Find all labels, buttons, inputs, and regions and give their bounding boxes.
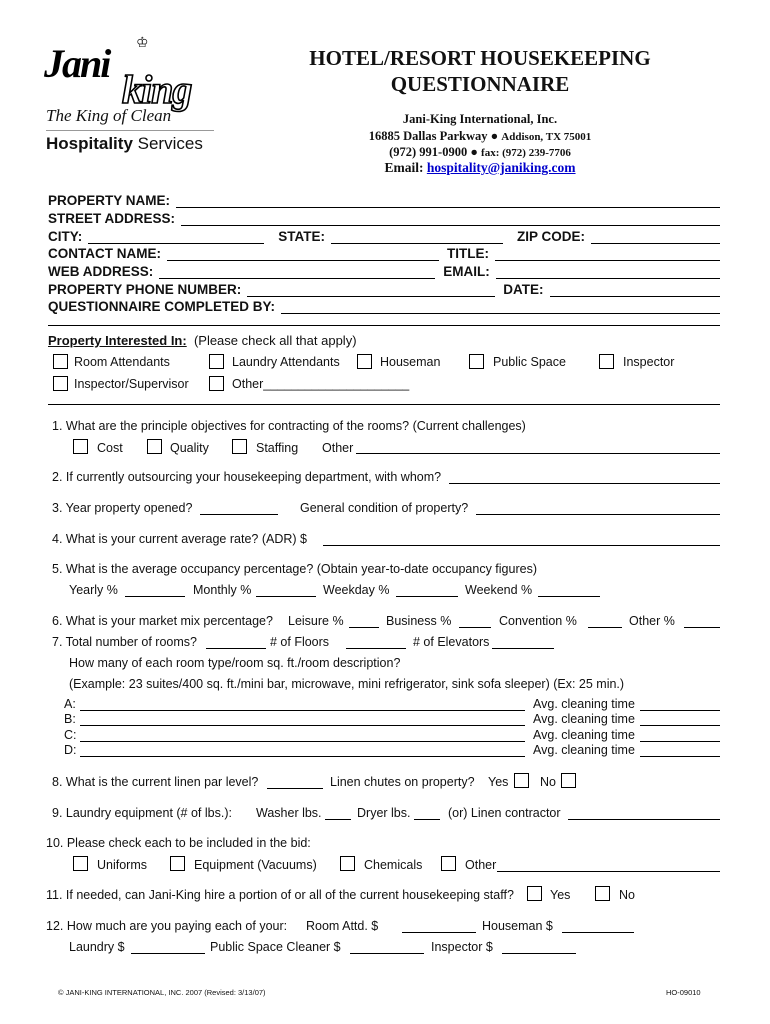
monthly-field[interactable]: [256, 596, 316, 597]
cost-label: Cost: [97, 441, 123, 455]
avg-cleaning-c-field[interactable]: [640, 741, 720, 742]
jani-king-logo: [44, 34, 234, 164]
company-street: 16885 Dallas Parkway ● Addison, TX 75001: [368, 129, 592, 143]
q1-other-field[interactable]: [356, 453, 720, 454]
room-attendants-checkbox[interactable]: [53, 354, 68, 369]
web-label: WEB ADDRESS:: [48, 264, 154, 279]
uniforms-checkbox[interactable]: [73, 856, 88, 871]
year-opened-field[interactable]: [200, 514, 278, 515]
city-field[interactable]: [88, 231, 264, 244]
linen-chutes-label: Linen chutes on property?: [330, 775, 475, 789]
question-9: 9. Laundry equipment (# of lbs.):: [52, 806, 232, 820]
section-divider: [48, 325, 720, 326]
q1-other-label: Other: [322, 441, 354, 455]
room-type-c-field[interactable]: [80, 741, 525, 742]
contact-row: [48, 245, 720, 261]
contact-field[interactable]: [167, 248, 439, 261]
avg-cleaning-b-field[interactable]: [640, 725, 720, 726]
uniforms-label: Uniforms: [97, 858, 148, 872]
q2-field[interactable]: [449, 483, 720, 484]
crown-icon: ♔: [136, 34, 149, 50]
inspector-pay-label: Inspector $: [431, 940, 493, 954]
footer-code: HO-09010: [666, 988, 701, 997]
room-type-d-field[interactable]: [80, 756, 525, 757]
avg-cleaning-d-label: Avg. cleaning time: [533, 743, 635, 757]
weekday-field[interactable]: [396, 596, 458, 597]
company-email: Email: hospitality@janiking.com: [384, 160, 576, 175]
weekday-label: Weekday %: [323, 583, 390, 597]
rooms-field[interactable]: [206, 648, 266, 649]
avg-cleaning-a-field[interactable]: [640, 710, 720, 711]
q11-no-label: No: [619, 888, 635, 902]
street-row: [48, 210, 720, 226]
phone-label: PROPERTY PHONE NUMBER:: [48, 282, 242, 297]
avg-cleaning-b-label: Avg. cleaning time: [533, 712, 635, 726]
staffing-checkbox[interactable]: [232, 439, 247, 454]
question-1: 1. What are the principle objectives for contracting of the rooms? (Current challenges): [52, 419, 526, 433]
logo-division: Hospitality Services: [46, 134, 203, 153]
staffing-label: Staffing: [256, 441, 299, 455]
room-attd-label: Room Attd. $: [306, 919, 379, 933]
houseman-pay-label: Houseman $: [482, 919, 553, 933]
inspector-supervisor-checkbox[interactable]: [53, 376, 68, 391]
logo-tagline: The King of Clean: [46, 106, 172, 125]
convention-label: Convention %: [499, 614, 577, 628]
phone-field[interactable]: [247, 284, 495, 297]
q11-yes-checkbox[interactable]: [527, 886, 542, 901]
laundry-pay-label: Laundry $: [69, 940, 125, 954]
houseman-pay-field[interactable]: [562, 932, 634, 933]
laundry-pay-field[interactable]: [131, 953, 205, 954]
city-row: [48, 228, 720, 244]
room-type-c-label: C:: [64, 728, 77, 742]
property-name-row: [48, 192, 720, 208]
title-label: TITLE:: [446, 246, 489, 261]
q8-yes-checkbox[interactable]: [514, 773, 529, 788]
completed-row: [48, 298, 720, 314]
room-attendants-label: Room Attendants: [74, 355, 170, 369]
city-label: CITY:: [48, 229, 83, 244]
email-link[interactable]: hospitality@janiking.com: [426, 160, 576, 175]
q10-other-checkbox[interactable]: [441, 856, 456, 871]
web-field[interactable]: [159, 266, 435, 279]
logo-brand-top: Jani: [44, 41, 110, 86]
laundry-attendants-label: Laundry Attendants: [232, 355, 340, 369]
chemicals-label: Chemicals: [364, 858, 423, 872]
business-label: Business %: [386, 614, 452, 628]
question-7: 7. Total number of rooms?: [52, 635, 197, 649]
room-type-b-label: B:: [64, 712, 76, 726]
date-label: DATE:: [503, 282, 544, 297]
question-3: 3. Year property opened?: [52, 501, 193, 515]
room-type-example: (Example: 23 suites/400 sq. ft./mini bar, microwave, mini refrigerator, sink sofa sleeper) (Ex: 25 min.): [69, 677, 625, 691]
room-type-question: How many of each room type/room sq. ft./room description?: [69, 656, 401, 670]
completed-label: QUESTIONNAIRE COMPLETED BY:: [48, 299, 276, 314]
q8-no-checkbox[interactable]: [561, 773, 576, 788]
q11-no-checkbox[interactable]: [595, 886, 610, 901]
public-space-pay-label: Public Space Cleaner $: [210, 940, 341, 954]
state-label: STATE:: [278, 229, 325, 244]
elevators-field[interactable]: [492, 648, 554, 649]
q10-other-label: Other: [465, 858, 497, 872]
room-type-d-label: D:: [64, 743, 77, 757]
room-type-a-field[interactable]: [80, 710, 525, 711]
q8-no-label: No: [540, 775, 556, 789]
weekend-label: Weekend %: [465, 583, 533, 597]
company-name: Jani-King International, Inc.: [402, 112, 558, 126]
company-phone: (972) 991-0900 ● fax: (972) 239-7706: [389, 145, 571, 159]
logo-brand-bottom: king: [122, 67, 192, 112]
public-space-label: Public Space: [493, 355, 566, 369]
linen-contractor-label: (or) Linen contractor: [448, 806, 561, 820]
other-mix-label: Other %: [629, 614, 675, 628]
question-11: 11. If needed, can Jani-King hire a portion of or all of the current housekeeping staff?: [46, 888, 514, 902]
public-space-pay-field[interactable]: [350, 953, 424, 954]
avg-cleaning-c-label: Avg. cleaning time: [533, 728, 635, 742]
chemicals-checkbox[interactable]: [340, 856, 355, 871]
other-interest-checkbox[interactable]: [209, 376, 224, 391]
inspector-pay-field[interactable]: [502, 953, 576, 954]
q8-yes-label: Yes: [488, 775, 509, 789]
washer-field[interactable]: [325, 819, 351, 820]
weekend-field[interactable]: [538, 596, 600, 597]
equipment-checkbox[interactable]: [170, 856, 185, 871]
linen-par-field[interactable]: [267, 788, 323, 789]
footer-copyright: © JANI-KING INTERNATIONAL, INC. 2007 (Revised: 3/13/07): [58, 988, 266, 997]
contact-label: CONTACT NAME:: [48, 246, 161, 261]
q11-yes-label: Yes: [550, 888, 571, 902]
floors-label: # of Floors: [270, 635, 330, 649]
leisure-label: Leisure %: [288, 614, 344, 628]
cost-checkbox[interactable]: [73, 439, 88, 454]
convention-field[interactable]: [588, 627, 622, 628]
property-name-field[interactable]: [176, 195, 720, 208]
zip-field[interactable]: [591, 231, 720, 244]
property-name-label: PROPERTY NAME:: [48, 193, 171, 208]
question-6: 6. What is your market mix percentage?: [52, 614, 273, 628]
dryer-field[interactable]: [414, 819, 440, 820]
adr-field[interactable]: [323, 545, 720, 546]
room-type-a-label: A:: [64, 697, 76, 711]
yearly-label: Yearly %: [69, 583, 118, 597]
business-field[interactable]: [459, 627, 491, 628]
section-divider-2: [48, 404, 720, 405]
condition-label: General condition of property?: [300, 501, 469, 515]
inspector-label: Inspector: [623, 355, 675, 369]
houseman-checkbox[interactable]: [357, 354, 372, 369]
street-field[interactable]: [181, 213, 720, 226]
equipment-label: Equipment (Vacuums): [194, 858, 317, 872]
yearly-field[interactable]: [125, 596, 185, 597]
question-5: 5. What is the average occupancy percentage? (Obtain year-to-date occupancy figures): [52, 562, 537, 576]
quality-label: Quality: [170, 441, 209, 455]
web-row: [48, 263, 720, 279]
zip-label: ZIP CODE:: [517, 229, 586, 244]
date-field[interactable]: [550, 284, 720, 297]
street-label: STREET ADDRESS:: [48, 211, 176, 226]
monthly-label: Monthly %: [193, 583, 252, 597]
quality-checkbox[interactable]: [147, 439, 162, 454]
question-12: 12. How much are you paying each of your:: [46, 919, 288, 933]
question-4: 4. What is your current average rate? (ADR) $: [52, 532, 307, 546]
room-type-b-field[interactable]: [80, 725, 525, 726]
completed-field[interactable]: [281, 301, 720, 314]
question-10: 10. Please check each to be included in the bid:: [46, 836, 311, 850]
state-field[interactable]: [331, 231, 503, 244]
avg-cleaning-d-field[interactable]: [640, 756, 720, 757]
question-2: 2. If currently outsourcing your housekeeping department, with whom?: [52, 470, 442, 484]
inspector-supervisor-label: Inspector/Supervisor: [74, 377, 189, 391]
linen-contractor-field[interactable]: [568, 819, 720, 820]
q10-other-field[interactable]: [497, 871, 720, 872]
email-field[interactable]: [496, 266, 720, 279]
phone-row: [48, 281, 720, 297]
page-title: HOTEL/RESORT HOUSEKEEPING QUESTIONNAIRE: [309, 46, 651, 96]
question-8: 8. What is the current linen par level?: [52, 775, 259, 789]
inspector-checkbox[interactable]: [599, 354, 614, 369]
washer-label: Washer lbs.: [256, 806, 322, 820]
title-field[interactable]: [495, 248, 720, 261]
public-space-checkbox[interactable]: [469, 354, 484, 369]
houseman-label: Houseman: [380, 355, 441, 369]
room-attd-field[interactable]: [402, 932, 476, 933]
email-label: EMAIL:: [443, 264, 490, 279]
avg-cleaning-a-label: Avg. cleaning time: [533, 697, 635, 711]
leisure-field[interactable]: [349, 627, 379, 628]
laundry-attendants-checkbox[interactable]: [209, 354, 224, 369]
condition-field[interactable]: [476, 514, 720, 515]
interest-heading-row: Property Interested In: (Please check all that apply): [48, 333, 357, 348]
other-interest-label: Other_____________________: [232, 377, 410, 391]
floors-field[interactable]: [346, 648, 406, 649]
other-mix-field[interactable]: [684, 627, 720, 628]
dryer-label: Dryer lbs.: [357, 806, 411, 820]
elevators-label: # of Elevators: [413, 635, 490, 649]
